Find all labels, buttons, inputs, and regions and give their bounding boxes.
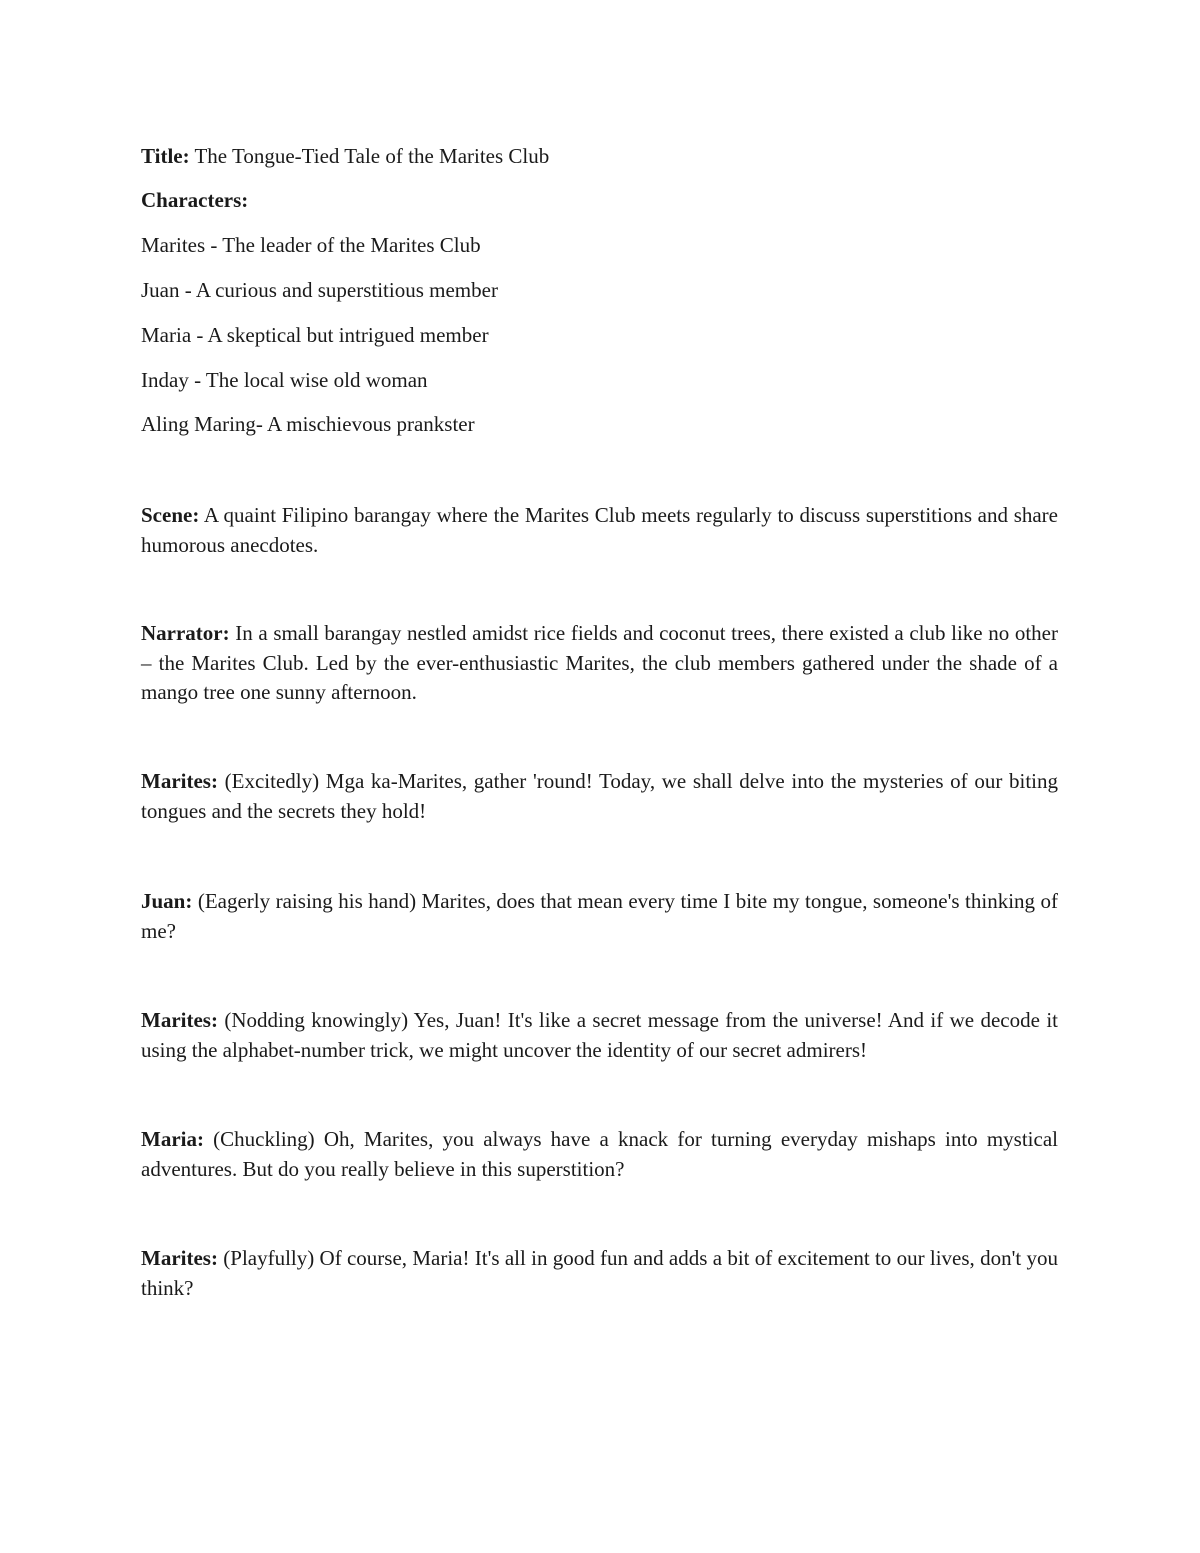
dialogue-paragraph: [141, 1125, 1058, 1184]
scene-text: A quaint Filipino barangay where the Marites Club meets regularly to discuss superstitions and share humorous anecdotes.: [141, 503, 1058, 557]
scene-paragraph: [141, 501, 1058, 560]
dialogue-paragraph: [141, 1006, 1058, 1065]
dialogue-text: (Excitedly) Mga ka-Marites, gather 'round! Today, we shall delve into the mysteries of our biting tongues and the secrets they hold!: [141, 769, 1059, 823]
title-line: [141, 142, 549, 172]
dialogue-text: (Playfully) Of course, Maria! It's all in good fun and adds a bit of excitement to our lives, don't you think?: [141, 1246, 1058, 1300]
speaker-label: Marites:: [141, 1246, 218, 1270]
dialogue-paragraph: [141, 1244, 1058, 1303]
character-item: Aling Maring- A mischievous prankster: [141, 412, 475, 436]
dialogue-text: In a small barangay nestled amidst rice fields and coconut trees, there existed a club like no other – the Marites Club. Led by the ever-enthusiastic Marites, the club members gathered under the shade of a mango tree one sunny afternoon.: [141, 621, 1058, 704]
title-label: Title:: [141, 144, 190, 168]
speaker-label: Marites:: [141, 1008, 218, 1032]
character-item: Maria - A skeptical but intrigued member: [141, 323, 489, 347]
character-item: Juan - A curious and superstitious member: [141, 278, 498, 302]
speaker-label: Maria:: [141, 1127, 204, 1151]
dialogue-paragraph: [141, 887, 1058, 946]
speaker-label: Juan:: [141, 889, 193, 913]
dialogue-text: (Chuckling) Oh, Marites, you always have a knack for turning everyday mishaps into mystical adventures. But do you really believe in this superstition?: [141, 1127, 1058, 1181]
characters-heading: [141, 186, 248, 216]
dialogue-paragraph: [141, 767, 1058, 826]
character-item: Marites - The leader of the Marites Club: [141, 233, 481, 257]
title-text: The Tongue-Tied Tale of the Marites Club: [194, 144, 550, 168]
speaker-label: Narrator:: [141, 621, 230, 645]
scene-label: Scene:: [141, 503, 200, 527]
characters-heading-label: Characters:: [141, 188, 249, 212]
dialogue-text: (Eagerly raising his hand) Marites, does that mean every time I bite my tongue, someone's thinking of me?: [141, 889, 1058, 943]
speaker-label: Marites:: [141, 769, 218, 793]
dialogue-paragraph: [141, 619, 1058, 708]
dialogue-text: (Nodding knowingly) Yes, Juan! It's like a secret message from the universe! And if we decode it using the alphabet-number trick, we might uncover the identity of our secret admirers!: [141, 1008, 1058, 1062]
character-item: Inday - The local wise old woman: [141, 368, 428, 392]
